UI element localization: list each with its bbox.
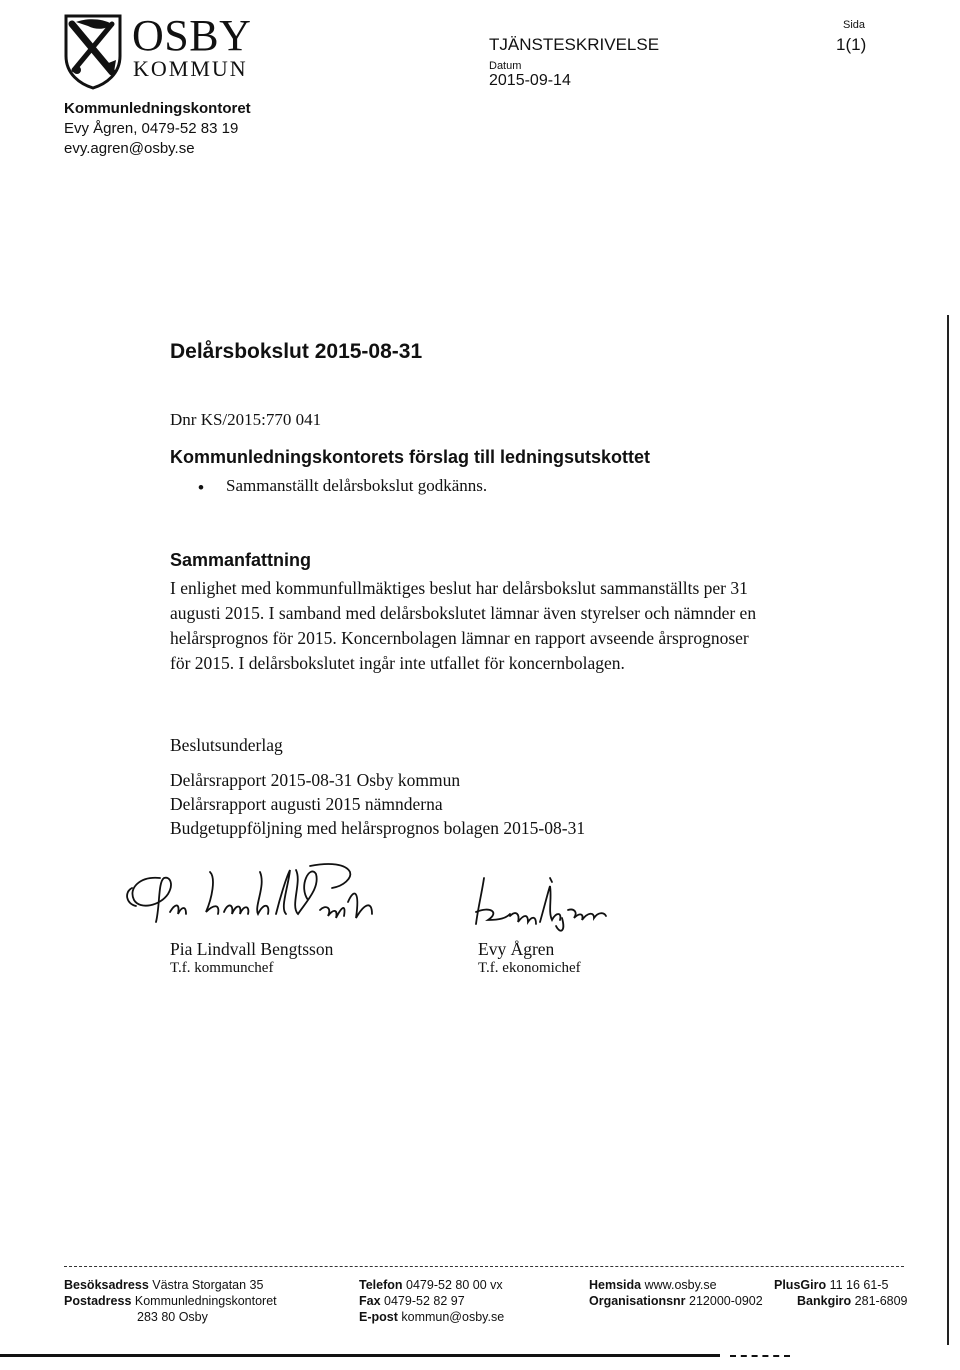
- footer-orgnr: [589, 1293, 763, 1309]
- summary-heading: Sammanfattning: [170, 550, 312, 570]
- footer-email: [359, 1309, 504, 1325]
- footer-phone: [359, 1277, 503, 1293]
- footer-plusgiro: [774, 1277, 888, 1293]
- footer-value: Västra Storgatan 35: [152, 1278, 264, 1292]
- footer-value: 0479-52 80 00 vx: [406, 1278, 503, 1292]
- sender-contact: Evy Ågren, 0479-52 83 19: [64, 120, 239, 137]
- bottom-border-dash: [730, 1355, 790, 1357]
- signatory-title: T.f. ekonomichef: [478, 960, 581, 976]
- registration-number: Dnr KS/2015:770 041: [170, 410, 322, 429]
- footer-value: Kommunledningskontoret: [134, 1294, 277, 1308]
- footer-bankgiro: [797, 1293, 908, 1309]
- page-label: Sida: [843, 19, 866, 31]
- footer-label: Organisationsnr: [589, 1294, 686, 1308]
- date-label: Datum: [489, 60, 522, 72]
- basis-item: Delårsrapport 2015-08-31 Osby kommun: [170, 770, 461, 790]
- footer-postal-address: [64, 1293, 277, 1309]
- signature-image: [470, 872, 620, 934]
- proposal-heading: Kommunledningskontorets förslag till ledningsutskottet: [170, 447, 651, 467]
- footer-label: E-post: [359, 1310, 398, 1324]
- footer-label: Postadress: [64, 1294, 132, 1308]
- footer-value: kommun@osby.se: [401, 1310, 505, 1324]
- logo-name: OSBY: [132, 11, 252, 60]
- signature-image: [120, 858, 410, 938]
- footer-value: 11 16 61-5: [829, 1278, 889, 1292]
- footer-fax: [359, 1293, 465, 1309]
- logo-subtitle: KOMMUN: [133, 56, 248, 81]
- footer-label: Hemsida: [589, 1278, 642, 1292]
- sender-department: Kommunledningskontoret: [64, 100, 251, 117]
- proposal-item: Sammanställt delårsbokslut godkänns.: [226, 476, 488, 495]
- footer-divider: [64, 1266, 904, 1267]
- osby-coat-of-arms-logo: [62, 12, 124, 90]
- footer-label: Fax: [359, 1294, 381, 1308]
- document-title: Delårsbokslut 2015-08-31: [170, 340, 423, 363]
- basis-item: Budgetuppföljning med helårsprognos bolagen 2015-08-31: [170, 818, 586, 838]
- signatory-name: Evy Ågren: [478, 939, 555, 959]
- bullet-icon: •: [198, 478, 204, 497]
- footer-label: Besöksadress: [64, 1278, 149, 1292]
- footer-website: [589, 1277, 717, 1293]
- footer-label: Bankgiro: [797, 1294, 852, 1308]
- footer-value: 0479-52 82 97: [384, 1294, 465, 1308]
- date-value: 2015-09-14: [489, 72, 571, 89]
- footer-visit-address: [64, 1277, 263, 1293]
- summary-text: I enlighet med kommunfullmäktiges beslut har delårsbokslut sammanställts per 31 augusti 2015. I samband med delårsbokslutet lämnar även styrelser och nämnder en helårsprognos för 2015. Koncernbolagen lämnar en rapport avseende årsprognoser för 2015. I delårsbokslutet ingår inte utfallet för koncernbolagen.: [170, 578, 757, 673]
- signatory-title: T.f. kommunchef: [170, 960, 274, 976]
- document-type: TJÄNSTESKRIVELSE: [489, 35, 660, 54]
- footer-label: PlusGiro: [774, 1278, 827, 1292]
- basis-item: Delårsrapport augusti 2015 nämnderna: [170, 794, 443, 814]
- basis-heading: Beslutsunderlag: [170, 735, 283, 755]
- margin-line: [947, 315, 949, 1345]
- footer-value: 212000-0902: [689, 1294, 763, 1308]
- sender-email: evy.agren@osby.se: [64, 140, 195, 157]
- page-value: 1(1): [836, 35, 867, 54]
- bottom-border: [0, 1354, 720, 1357]
- footer-value: 281-6809: [854, 1294, 908, 1308]
- footer-value: www.osby.se: [644, 1278, 717, 1292]
- signatory-name: Pia Lindvall Bengtsson: [170, 939, 334, 959]
- footer-label: Telefon: [359, 1278, 403, 1292]
- footer-postal-city: 283 80 Osby: [137, 1310, 208, 1324]
